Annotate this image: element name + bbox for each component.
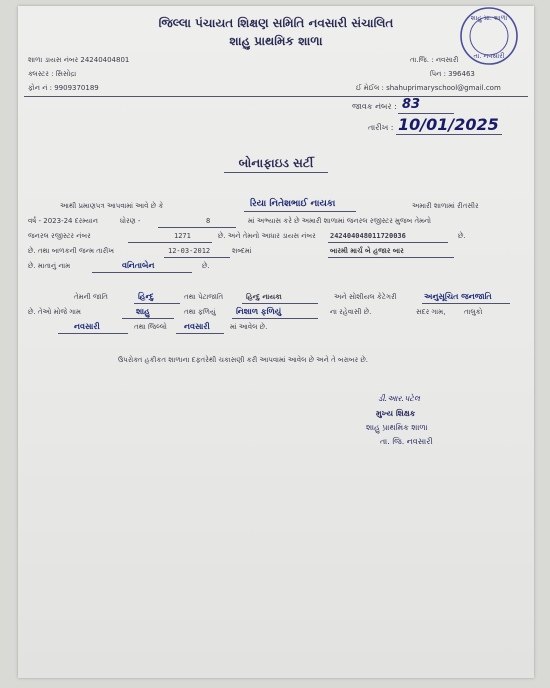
line3-end: છે. xyxy=(458,232,466,240)
standard-value: 8 xyxy=(206,217,211,225)
line4-in-words-label: શબ્દમાં xyxy=(232,247,252,255)
district-value: નવસારી xyxy=(184,322,210,331)
line7-village-label: છે. તેઓ મોજે ગામ xyxy=(28,308,81,316)
taluka-value: નવસારી xyxy=(74,322,100,331)
header-divider xyxy=(24,96,528,97)
mother-name-underline xyxy=(92,272,192,273)
school-index-number: શાળા ડાયસ નંબર 24240404801 xyxy=(28,56,130,64)
aadhaar-dise-underline xyxy=(328,242,448,243)
aadhaar-dise-number: 242404048011720036 xyxy=(330,232,406,240)
date-value: 10/01/2025 xyxy=(398,115,499,134)
dob-in-words: બારમી માર્ચ બે હજાર બાર xyxy=(330,247,404,255)
head-signature: ડી.આર.પટેલ xyxy=(378,394,420,403)
dob-words-underline xyxy=(328,257,454,258)
village-value: શાહુ xyxy=(136,307,150,316)
line6-subcaste-label: તથા પેટાજાતિ xyxy=(184,293,224,301)
signature-designation: મુખ્ય શિક્ષક xyxy=(376,409,416,418)
header-title-line1: જિલ્લા પંચાયત શિક્ષણ સમિતિ નવસારી સંચાલિત xyxy=(158,16,394,30)
phone-number: ફોન નં : 9909370189 xyxy=(28,84,99,92)
certificate-page xyxy=(18,6,534,678)
standard-underline xyxy=(158,227,236,228)
faliyu-value: નિશાળ ફળિયું xyxy=(236,307,282,316)
category-value: અનુસૂચિત જનજાતિ xyxy=(424,292,492,301)
certificate-title: બોનાફાઇડ સર્ટી xyxy=(238,156,314,170)
caste-value: હિન્દુ xyxy=(138,292,154,301)
line4-dob-label: છે. તથા બાળકની જન્મ તારીખ xyxy=(28,247,115,255)
signature-school: શાહુ પ્રાથમિક શાળા xyxy=(366,423,428,432)
outward-number-value: 83 xyxy=(402,97,421,112)
line2-standard-label: ધોરણ - xyxy=(120,217,141,225)
email-address: ઈ મેઈલ : shahuprimaryschool@gmail.com xyxy=(356,84,501,92)
taluka-district: તા.જિ. : નવસારી xyxy=(410,56,459,64)
caste-underline xyxy=(134,303,180,304)
cluster-name: ક્લસ્ટર : સિસોદ્રા xyxy=(28,70,77,78)
gr-number: 1271 xyxy=(174,232,191,240)
line2-end: માં અભ્યાસ કરે છે અમારી શાળામાં જનરલ રજીસ્ટર મુજબ તેમનો xyxy=(248,217,432,225)
line5-end: છે. xyxy=(202,262,210,270)
line3-aadhaar-label: છે. અને તેમનો આધાર ડાયસ નંબર xyxy=(218,232,316,240)
student-name-underline xyxy=(244,211,356,212)
line7-village-ref: સદર ગામ, xyxy=(416,308,446,316)
line7-taluka-label: તાલુકો xyxy=(464,308,483,316)
line7-resident: ના રહેવાસી છે. xyxy=(330,308,372,316)
category-underline xyxy=(422,303,510,304)
line8-district-label: તથા જિલ્લો xyxy=(134,323,167,331)
dob-underline xyxy=(164,257,230,258)
sub-caste-underline xyxy=(242,303,318,304)
line6-caste-label: તેમની જાતિ xyxy=(74,293,108,301)
outward-number-label: જાવક નંબર : xyxy=(352,102,397,111)
closing-statement: ઉપરોક્ત હકીકત શાળાના દફતરેથી ચકાસણી કરી આપવામાં આવેલ છે અને તે બરાબર છે. xyxy=(118,356,369,364)
line7-faliyu-label: તથા ફળિયું xyxy=(184,308,216,316)
date-label: તારીખ : xyxy=(368,123,394,132)
certificate-title-underline xyxy=(224,172,328,173)
school-stamp xyxy=(446,6,532,72)
line3-gr-label: જનરલ રજીસ્ટર નંબર xyxy=(28,232,91,240)
line6-category-label: અને સોશીયલ કેટેગરી xyxy=(334,293,397,301)
stamp-line2: તા. નવસારી xyxy=(473,52,505,60)
mother-name: વનિતાબેન xyxy=(122,261,155,270)
line1-end: અમારી શાળામાં રીતસીર xyxy=(412,202,479,210)
line8-end: માં આવેલ છે. xyxy=(230,323,268,331)
student-name: રિયા નિતેશભાઈ નાયકા xyxy=(250,199,336,209)
line2-year: વર્ષ - 2023-24 દરમ્યાન xyxy=(28,217,98,225)
sub-caste-value: હિન્દુ નાયકા xyxy=(246,293,282,301)
village-underline xyxy=(122,318,174,319)
dob-value: 12-03-2012 xyxy=(168,247,211,255)
faliyu-underline xyxy=(232,318,318,319)
signature-place: તા. જિ. નવસારી xyxy=(380,437,433,446)
header-title-line2: શાહુ પ્રાથમિક શાળા xyxy=(229,34,323,48)
date-underline xyxy=(396,134,502,135)
stamp-line1: શાહુ પ્રા. શાળા xyxy=(470,14,508,22)
pin-code: પિન : 396463 xyxy=(430,70,475,78)
district-underline xyxy=(176,333,224,334)
line5-mother-label: છે. માતાનું નામ xyxy=(28,262,71,270)
line1-intro: આથી પ્રમાણપત્ર આપવામાં આવે છે કે xyxy=(60,202,164,210)
gr-number-underline xyxy=(128,242,212,243)
outward-number-underline xyxy=(398,113,454,114)
taluka-underline xyxy=(58,333,128,334)
